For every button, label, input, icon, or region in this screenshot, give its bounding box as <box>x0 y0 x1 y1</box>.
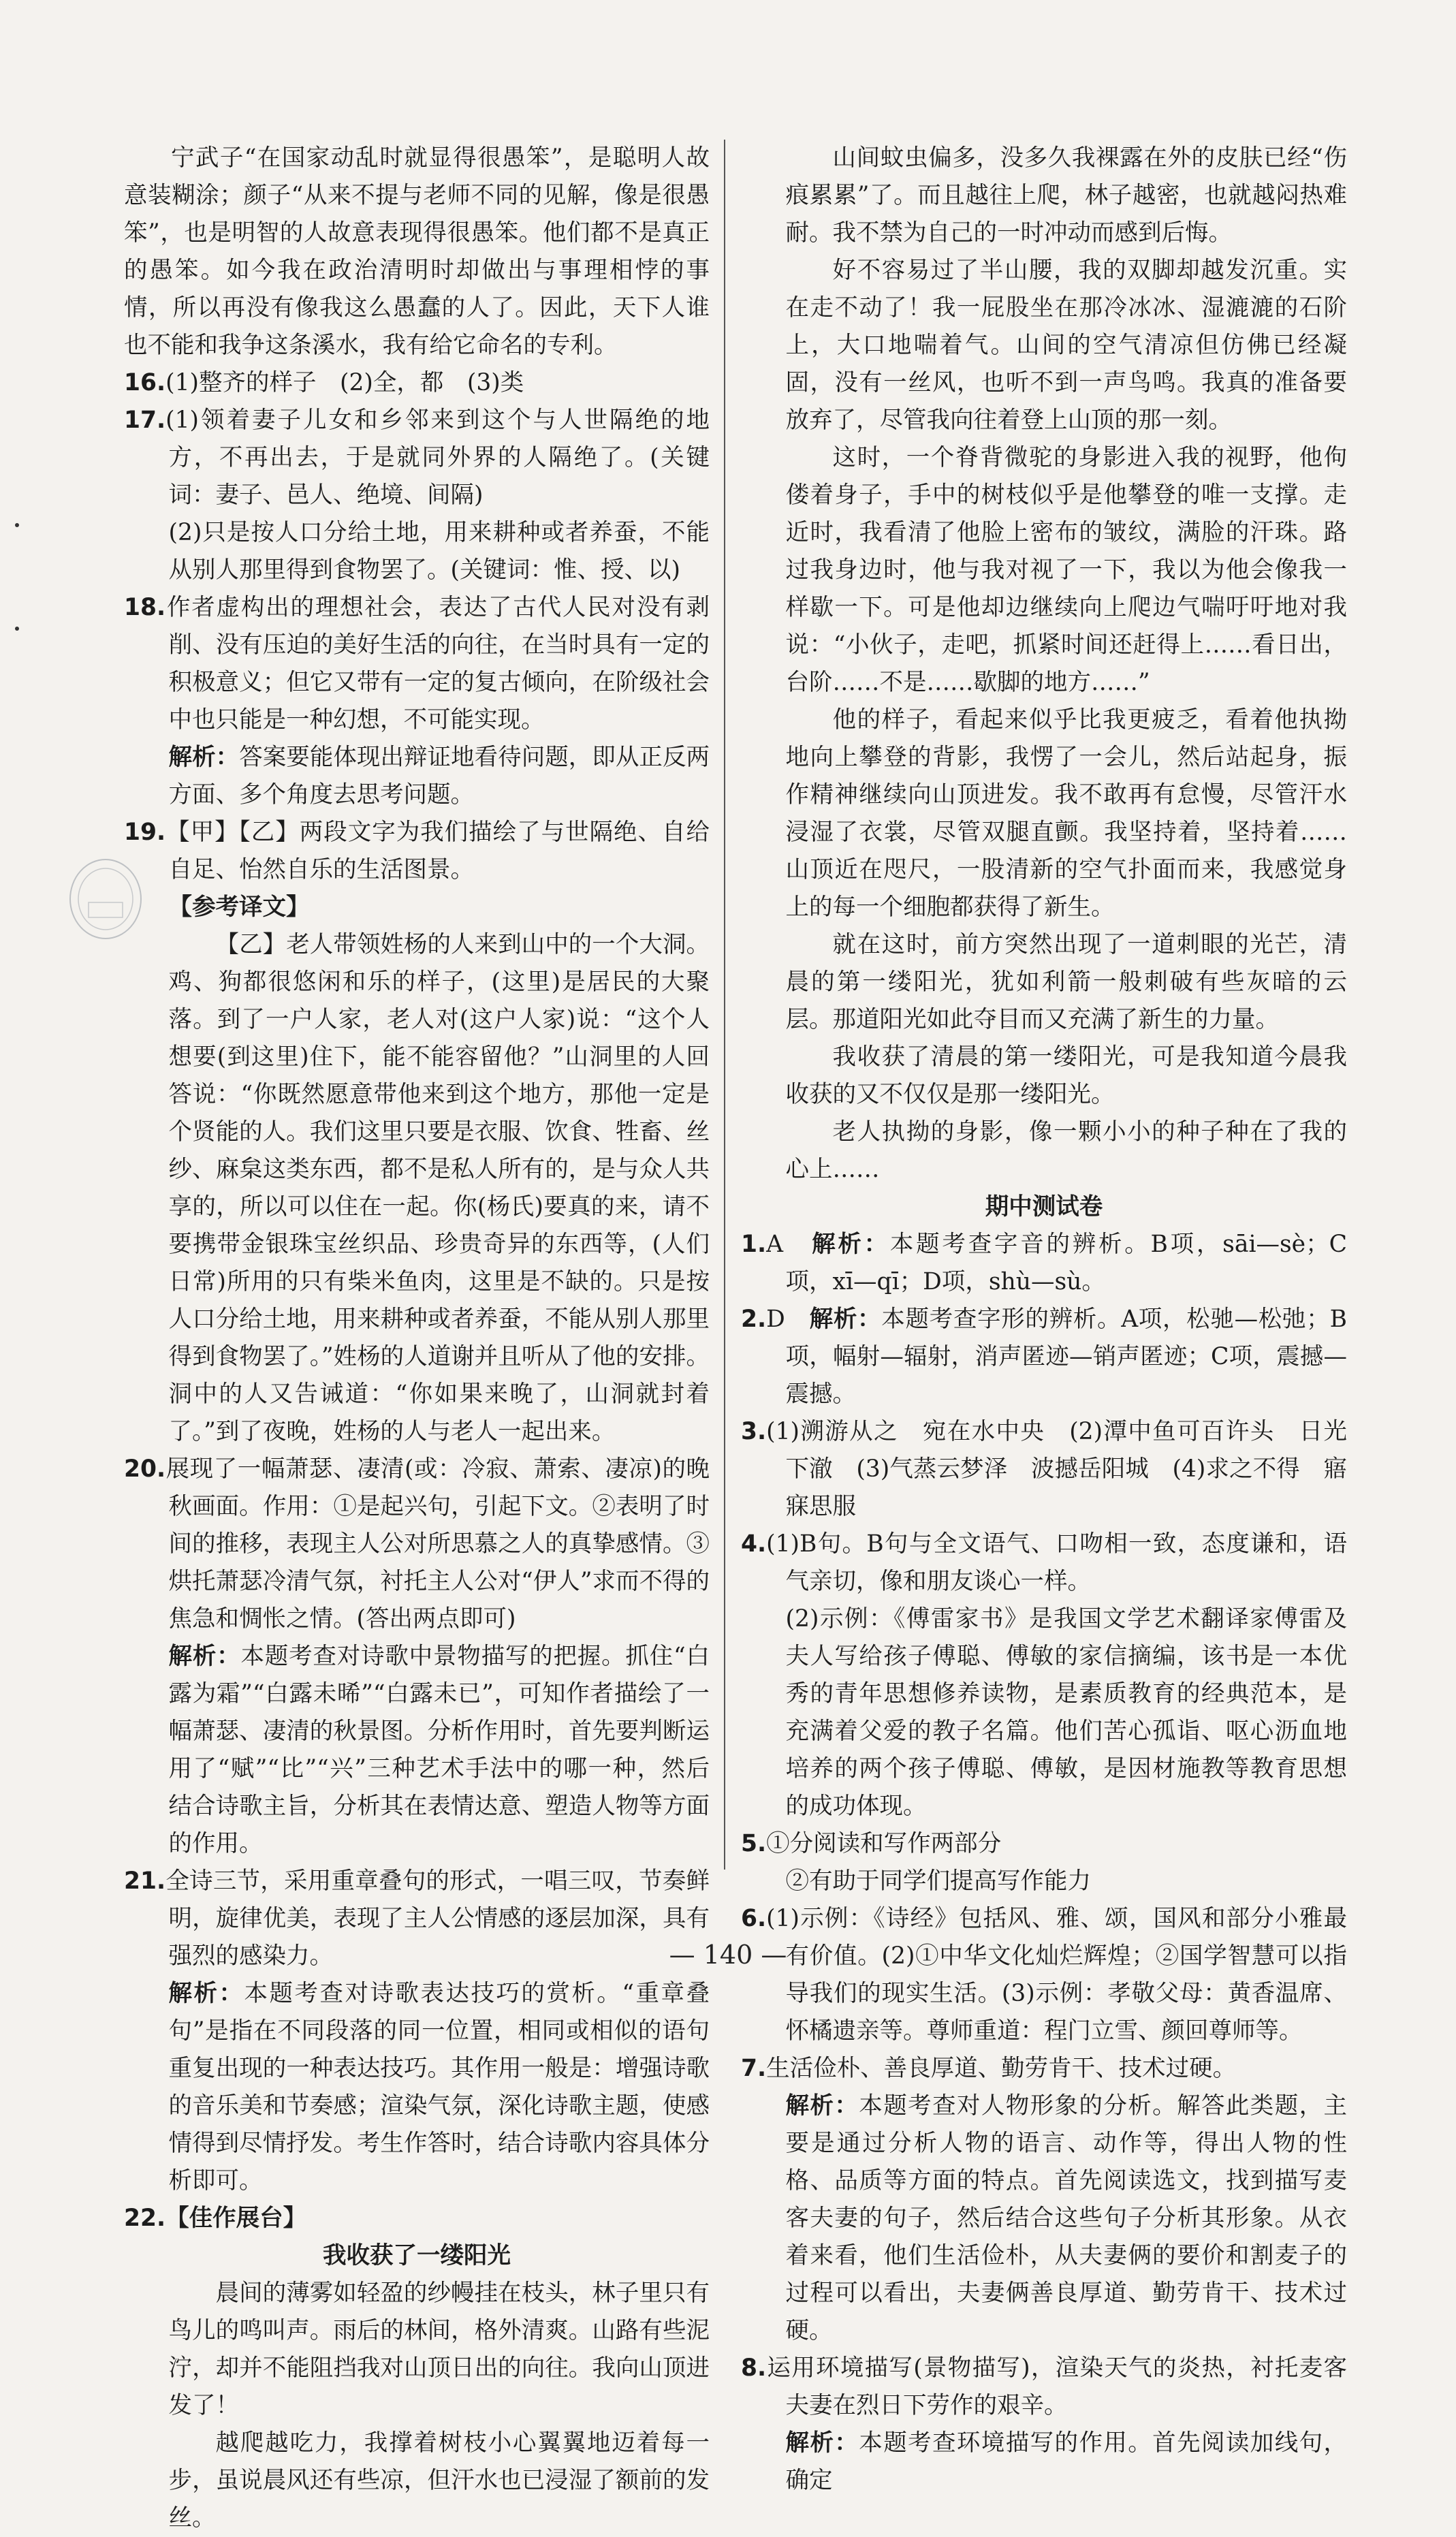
answer-7: 7.生活俭朴、善良厚道、勤劳肯干、技术过硬。 <box>741 2055 1237 2082</box>
answer-18: 18.作者虚构出的理想社会，表达了古代人民对没有剥削、没有压迫的美好生活的向往，在当时具有一定的积极意义；但它又带有一定的复古倾向，在阶级社会中也只能是一种幻想，不可能实现。 <box>124 594 710 734</box>
answer-1: 1.A 解析：本题考查字音的辨析。B项，sāi—sè；C项，xī—qī；D项，shù—sù。 <box>741 1231 1347 1295</box>
essay-paragraph: 好不容易过了半山腰，我的双脚却越发沉重。实在走不动了！我一屁股坐在那冷冰冰、湿漉漉的石阶上，大口地喘着气。山间的空气清凉但仿佛已经凝固，没有一丝风，也听不到一声鸟鸣。我真的准备要放弃了，尽管我向往着登上山顶的那一刻。 <box>785 257 1347 434</box>
page-number: — 140 — <box>669 1940 787 1970</box>
answer-6: 6.(1)示例：《诗经》包括风、雅、颂，国风和部分小雅最有价值。(2)①中华文化灿烂辉煌；②国学智慧可以指导我们的现实生活。(3)示例：孝敬父母：黄香温席、怀橘遗亲等。尊师重道：程门立雪、颜回尊师等。 <box>741 1905 1347 2045</box>
essay-paragraph: 越爬越吃力，我撑着树枝小心翼翼地迈着每一步，虽说晨风还有些凉，但汗水也已浸湿了额前的发丝。 <box>168 2429 710 2532</box>
answer-7-analysis: 解析：本题考查对人物形象的分析。解答此类题，主要是通过分析人物的语言、动作等，得出人物的性格、品质等方面的特点。首先阅读选文，找到描写麦客夫妻的句子，然后结合这些句子分析其形象。从衣着来看，他们生活俭朴，从夫妻俩的要价和割麦子的过程可以看出，夫妻俩善良厚道、勤劳肯干、技术过硬。 <box>785 2092 1348 2344</box>
reference-translation: 【乙】老人带领姓杨的人来到山中的一个大洞。鸡、狗都很悠闲和乐的样子，(这里)是居民的大聚落。到了一户人家，老人对(这户人家)说：“这个人想要(到这里)住下，能不能容留他？”山洞里的人回答说：“你既然愿意带他来到这个地方，那他一定是个贤能的人。我们这里只要是衣服、饮食、牲畜、丝纱、麻枲这类东西，都不是私人所有的，是与众人共享的，所以可以住在一起。你(杨氏)要真的来，请不要携带金银珠宝丝织品、珍贵奇异的东西等，(人们日常)所用的只有柴米鱼肉，这里是不缺的。只是按人口分给土地，用来耕种或者养蚕，不能从别人那里得到食物罢了。”姓杨的人道谢并且听从了他的安排。洞中的人又告诫道：“你如果来晚了，山洞就封着了。”到了夜晚，姓杨的人与老人一起出来。 <box>168 931 710 1445</box>
answer-4: 4.(1)B句。B句与全文语气、口吻相一致，态度谦和，语气亲切，像和朋友谈心一样。 <box>741 1530 1347 1595</box>
essay-paragraph: 晨间的薄雾如轻盈的纱幔挂在枝头，林子里只有鸟儿的鸣叫声。雨后的林间，格外清爽。山路有些泥泞，却并不能阻挡我对山顶日出的向往。我向山顶进发了！ <box>168 2280 710 2419</box>
margin-dot <box>15 523 19 527</box>
essay-paragraph: 这时，一个脊背微驼的身影进入我的视野，他佝偻着身子，手中的树枝似乎是他攀登的唯一支撑。走近时，我看清了他脸上密布的皱纹，满脸的汗珠。路过我身边时，他与我对视了一下，我以为他会像我一样歇一下。可是他却边继续向上爬边气喘吁吁地对我说：“小伙子，走吧，抓紧时间还赶得上……看日出，台阶……不是……歇脚的地方……” <box>785 444 1347 696</box>
answer-4-part2: (2)示例：《傅雷家书》是我国文学艺术翻译家傅雷及夫人写给孩子傅聪、傅敏的家信摘编，该书是一本优秀的青年思想修养读物，是素质教育的经典范本，是充满着父爱的教子名篇。他们苦心孤诣、呕心沥血地培养的两个孩子傅聪、傅敏，是因材施教等教育思想的成功体现。 <box>785 1605 1347 1820</box>
section-title: 期中测试卷 <box>985 1193 1103 1220</box>
answer-21-analysis: 解析：本题考查对诗歌表达技巧的赏析。“重章叠句”是指在不同段落的同一位置，相同或相似的语句重复出现的一种表达技巧。其作用一般是：增强诗歌的音乐美和节奏感；渲染气氛，深化诗歌主题，使感情得到尽情抒发。考生作答时，结合诗歌内容具体分析即可。 <box>168 1980 710 2194</box>
answer-20-analysis: 解析：本题考查对诗歌中景物描写的把握。抓住“白露为霜”“白露未晞”“白露未已”，可知作者描绘了一幅萧瑟、凄清的秋景图。分析作用时，首先要判断运用了“赋”“比”“兴”三种艺术手法中的哪一种，然后结合诗歌主旨，分析其在表情达意、塑造人物等方面的作用。 <box>168 1643 710 1857</box>
reference-translation-title: 【参考译文】 <box>168 894 310 921</box>
answer-18-analysis: 解析：答案要能体现出辩证地看待问题，即从正反两方面、多个角度去思考问题。 <box>168 744 710 808</box>
essay-paragraph: 他的样子，看起来似乎比我更疲乏，看着他执拗地向上攀登的背影，我愣了一会儿，然后站起身，振作精神继续向山顶进发。我不敢再有怠慢，尽管汗水浸湿了衣裳，尽管双腿直颤。我坚持着，坚持着……山顶近在咫尺，一股清新的空气扑面而来，我感觉身上的每一个细胞都获得了新生。 <box>785 706 1347 921</box>
answer-3: 3.(1)溯游从之 宛在水中央 (2)潭中鱼可百许头 日光下澈 (3)气蒸云梦泽 波撼岳阳城 (4)求之不得 寤寐思服 <box>741 1418 1347 1520</box>
answer-17: 17.(1)领着妻子儿女和乡邻来到这个与人世隔绝的地方，不再出去，于是就同外界的人隔绝了。(关键词：妻子、邑人、绝境、间隔) <box>124 407 710 509</box>
answer-5: 5.①分阅读和写作两部分 <box>741 1830 1002 1857</box>
answer-20: 20.展现了一幅萧瑟、凄清(或：冷寂、萧索、凄凉)的晚秋画面。作用：①是起兴句，引起下文。②表明了时间的推移，表现主人公对所思慕之人的真挚感情。③烘托萧瑟冷清气氛，衬托主人公对“伊人”求而不得的焦急和惆怅之情。(答出两点即可) <box>124 1455 710 1633</box>
answer-2: 2.D 解析：本题考查字形的辨析。A项，松驰—松弛；B项，幅射—辐射，消声匿迹—销声匿迹；C项，震撼—震撼。 <box>741 1306 1348 1408</box>
answer-8-analysis: 解析：本题考查环境描写的作用。首先阅读加线句，确定 <box>785 2429 1348 2494</box>
margin-dot <box>15 627 19 631</box>
essay-title: 我收获了一缕阳光 <box>323 2242 511 2269</box>
essay-paragraph: 老人执拗的身影，像一颗小小的种子种在了我的心上…… <box>785 1118 1347 1183</box>
answer-5-part2: ②有助于同学们提高写作能力 <box>785 1868 1092 1895</box>
answer-8: 8.运用环境描写(景物描写)，渲染天气的炎热，衬托麦客夫妻在烈日下劳作的艰辛。 <box>741 2354 1347 2419</box>
essay-paragraph: 山间蚊虫偏多，没多久我裸露在外的皮肤已经“伤痕累累”了。而且越往上爬，林子越密，也就越闷热难耐。我不禁为自己的一时冲动而感到后悔。 <box>785 144 1347 247</box>
left-column <box>124 140 710 2537</box>
right-column <box>741 140 1347 2500</box>
essay-paragraph: 我收获了清晨的第一缕阳光，可是我知道今晨我收获的又不仅仅是那一缕阳光。 <box>785 1043 1347 1108</box>
translation-end-paragraph: 宁武子“在国家动乱时就显得很愚笨”，是聪明人故意装糊涂；颜子“从来不提与老师不同的见解，像是很愚笨”，也是明智的人故意表现得很愚笨。他们都不是真正的愚笨。如今我在政治清明时却做出与事理相悖的事情，所以再没有像我这么愚蠢的人了。因此，天下人谁也不能和我争这条溪水，我有给它命名的专利。 <box>124 144 710 359</box>
answer-19: 19.【甲】【乙】两段文字为我们描绘了与世隔绝、自给自足、怡然自乐的生活图景。 <box>124 819 710 883</box>
answer-21: 21.全诗三节，采用重章叠句的形式，一唱三叹，节奏鲜明，旋律优美，表现了主人公情感的逐层加深，具有强烈的感染力。 <box>124 1868 710 1970</box>
essay-paragraph: 就在这时，前方突然出现了一道刺眼的光芒，清晨的第一缕阳光，犹如利箭一般刺破有些灰暗的云层。那道阳光如此夺目而又充满了新生的力量。 <box>785 931 1347 1033</box>
answer-16: 16.(1)整齐的样子 (2)全，都 (3)类 <box>124 369 524 396</box>
answer-17-part2: (2)只是按人口分给土地，用来耕种或者养蚕，不能从别人那里得到食物罢了。(关键词：惟、授、以) <box>168 519 710 584</box>
column-divider <box>724 140 725 1870</box>
answer-22: 22.【佳作展台】 <box>124 2205 307 2232</box>
